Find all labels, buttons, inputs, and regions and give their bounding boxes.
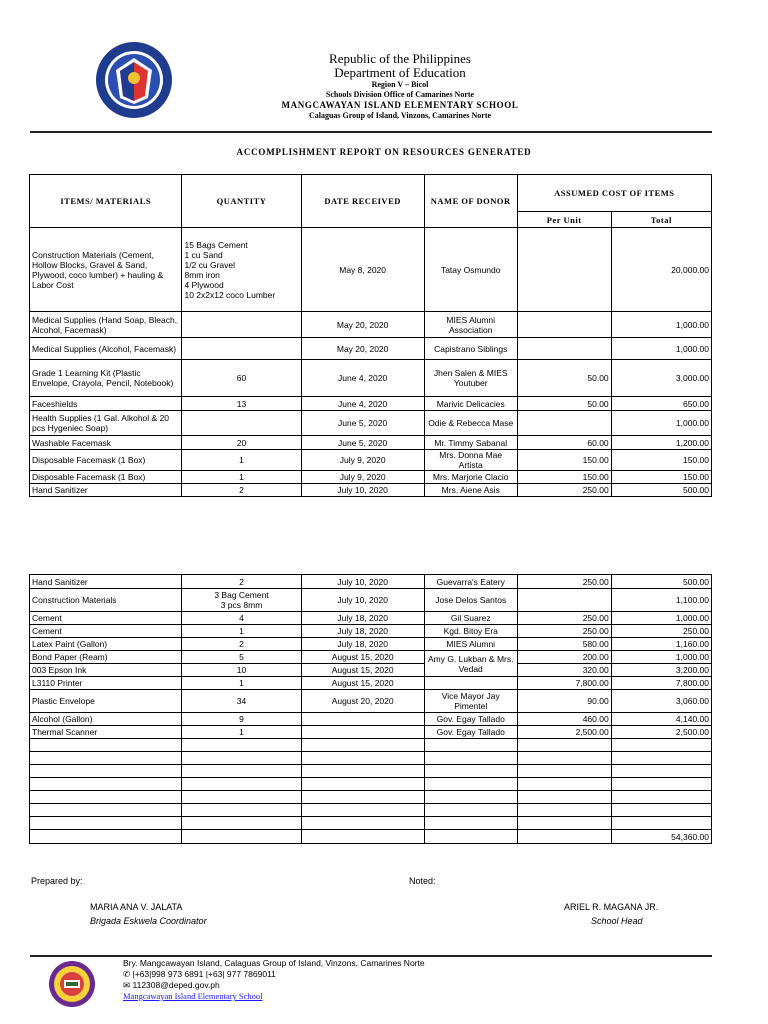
- footer-email-row: [123, 980, 425, 991]
- empty-cell: [424, 817, 517, 830]
- total-cell: 4,140.00: [611, 713, 711, 726]
- preparer-name: MARIA ANA V. JALATA: [90, 902, 183, 912]
- quantity-cell: 1: [182, 726, 301, 739]
- date-cell: July 10, 2020: [301, 589, 424, 612]
- per-unit-cell: 250.00: [517, 612, 611, 625]
- item-cell: Grade 1 Learning Kit (Plastic Envelope, Crayola, Pencil, Notebook): [30, 360, 182, 397]
- header-region: Region V – Bicol: [371, 80, 429, 89]
- resources-table-1: [29, 174, 712, 497]
- empty-cell: [611, 791, 711, 804]
- empty-cell: [424, 791, 517, 804]
- per-unit-cell: 460.00: [517, 713, 611, 726]
- item-cell: 003 Epson Ink: [30, 664, 182, 677]
- resources-table-2: [29, 574, 712, 844]
- item-cell: L3110 Printer: [30, 677, 182, 690]
- item-cell: Disposable Facemask (1 Box): [30, 471, 182, 484]
- per-unit-cell: 250.00: [517, 625, 611, 638]
- empty-cell: [182, 765, 301, 778]
- total-cell: 1,000.00: [611, 612, 711, 625]
- report-title: ACCOMPLISHMENT REPORT ON RESOURCES GENERATED: [236, 147, 532, 157]
- total-cell: 250.00: [611, 625, 711, 638]
- empty-cell: [611, 778, 711, 791]
- quantity-cell: 60: [182, 360, 301, 397]
- quantity-cell: 15 Bags Cement 1 cu Sand 1/2 cu Gravel 8mm iron 4 Plywood 10 2x2x12 coco Lumber: [182, 228, 301, 312]
- donor-cell: Mrs. Aiene Asis: [424, 484, 517, 497]
- empty-cell: [517, 765, 611, 778]
- donor-cell: Gov. Egay Tallado: [424, 713, 517, 726]
- col-per-unit: Per Unit: [517, 212, 611, 228]
- donor-cell: Capistrano Siblings: [424, 338, 517, 360]
- quantity-cell: 2: [182, 484, 301, 497]
- table-row: [30, 471, 712, 484]
- quantity-cell: 1: [182, 450, 301, 471]
- empty-cell: [182, 817, 301, 830]
- per-unit-cell: [517, 228, 611, 312]
- table-row: [30, 664, 712, 677]
- empty-cell: [517, 830, 611, 844]
- quantity-cell: 34: [182, 690, 301, 713]
- date-cell: May 20, 2020: [301, 312, 424, 338]
- table-row: [30, 450, 712, 471]
- per-unit-cell: [517, 338, 611, 360]
- empty-cell: [30, 765, 182, 778]
- per-unit-cell: 150.00: [517, 450, 611, 471]
- col-total: Total: [611, 212, 711, 228]
- total-cell: 150.00: [611, 471, 711, 484]
- quantity-cell: 1: [182, 677, 301, 690]
- item-cell: Faceshields: [30, 397, 182, 411]
- footer-divider: [30, 955, 712, 957]
- preparer-role: Brigada Eskwela Coordinator: [90, 916, 207, 926]
- table-row: [30, 589, 712, 612]
- donor-cell: Mrs. Donna Mae Artista: [424, 450, 517, 471]
- quantity-cell: [182, 312, 301, 338]
- total-cell: 150.00: [611, 450, 711, 471]
- header-republic: Republic of the Philippines: [329, 51, 471, 66]
- empty-cell: [30, 752, 182, 765]
- total-cell: 1,000.00: [611, 338, 711, 360]
- empty-cell: [424, 765, 517, 778]
- donor-cell: Gov. Egay Tallado: [424, 726, 517, 739]
- date-cell: August 15, 2020: [301, 664, 424, 677]
- empty-cell: [517, 791, 611, 804]
- table-row: [30, 726, 712, 739]
- quantity-cell: 4: [182, 612, 301, 625]
- empty-row: [30, 778, 712, 791]
- table-row: [30, 411, 712, 436]
- empty-cell: [611, 817, 711, 830]
- date-cell: May 20, 2020: [301, 338, 424, 360]
- table-row: [30, 360, 712, 397]
- table-row: [30, 690, 712, 713]
- donor-cell: Mr. Timmy Sabanal: [424, 436, 517, 450]
- total-cell: 20,000.00: [611, 228, 711, 312]
- grand-total-row: [30, 830, 712, 844]
- table-row: [30, 338, 712, 360]
- header-school: MANGCAWAYAN ISLAND ELEMENTARY SCHOOL: [281, 100, 519, 110]
- donor-cell: Jose Delos Santos: [424, 589, 517, 612]
- per-unit-cell: 90.00: [517, 690, 611, 713]
- item-cell: Medical Supplies (Hand Soap, Bleach, Alcohol, Facemask): [30, 312, 182, 338]
- quantity-cell: 9: [182, 713, 301, 726]
- total-cell: 1,200.00: [611, 436, 711, 450]
- head-role: School Head: [591, 916, 643, 926]
- item-cell: Medical Supplies (Alcohol, Facemask): [30, 338, 182, 360]
- empty-cell: [30, 804, 182, 817]
- empty-cell: [30, 830, 182, 844]
- item-cell: Bond Paper (Ream): [30, 651, 182, 664]
- total-cell: 3,000.00: [611, 360, 711, 397]
- total-cell: 3,060.00: [611, 690, 711, 713]
- empty-cell: [30, 739, 182, 752]
- empty-cell: [424, 739, 517, 752]
- empty-cell: [182, 830, 301, 844]
- item-cell: Plastic Envelope: [30, 690, 182, 713]
- donor-cell: Tatay Osmundo: [424, 228, 517, 312]
- footer-email[interactable]: 112308@deped.gov.ph: [132, 980, 220, 990]
- date-cell: July 9, 2020: [301, 471, 424, 484]
- per-unit-cell: 580.00: [517, 638, 611, 651]
- empty-cell: [182, 739, 301, 752]
- per-unit-cell: [517, 589, 611, 612]
- date-cell: June 5, 2020: [301, 436, 424, 450]
- empty-row: [30, 817, 712, 830]
- date-cell: June 5, 2020: [301, 411, 424, 436]
- donor-cell: Amy G. Lukban & Mrs. Vedad: [424, 651, 517, 677]
- empty-cell: [301, 791, 424, 804]
- table-row: [30, 312, 712, 338]
- school-logo: [48, 960, 96, 1008]
- item-cell: Hand Sanitizer: [30, 575, 182, 589]
- empty-cell: [301, 804, 424, 817]
- per-unit-cell: 150.00: [517, 471, 611, 484]
- total-cell: 500.00: [611, 484, 711, 497]
- grand-total-cell: 54,360.00: [611, 830, 711, 844]
- empty-cell: [30, 791, 182, 804]
- header-department: Department of Education: [334, 65, 466, 80]
- empty-cell: [424, 752, 517, 765]
- empty-row: [30, 765, 712, 778]
- empty-cell: [611, 765, 711, 778]
- donor-cell: MIES Alumni Association: [424, 312, 517, 338]
- item-cell: Cement: [30, 625, 182, 638]
- item-cell: Thermal Scanner: [30, 726, 182, 739]
- quantity-cell: 3 Bag Cement 3 pcs 8mm: [182, 589, 301, 612]
- per-unit-cell: 200.00: [517, 651, 611, 664]
- empty-row: [30, 739, 712, 752]
- col-donor: NAME OF DONOR: [424, 175, 517, 228]
- empty-cell: [517, 817, 611, 830]
- footer-phone: |+63|998 973 6891 |+63| 977 7869011: [132, 969, 276, 979]
- empty-cell: [517, 778, 611, 791]
- donor-cell: Gil Suarez: [424, 612, 517, 625]
- date-cell: August 15, 2020: [301, 651, 424, 664]
- total-cell: 7,800.00: [611, 677, 711, 690]
- donor-cell: [424, 677, 517, 690]
- item-cell: Latex Paint (Gallon): [30, 638, 182, 651]
- item-cell: Construction Materials: [30, 589, 182, 612]
- donor-cell: Marivic Delicacies: [424, 397, 517, 411]
- quantity-cell: 5: [182, 651, 301, 664]
- per-unit-cell: 50.00: [517, 397, 611, 411]
- footer-phone-row: [123, 969, 425, 980]
- table-row: [30, 397, 712, 411]
- date-cell: July 18, 2020: [301, 625, 424, 638]
- donor-cell: Kgd. Bitoy Era: [424, 625, 517, 638]
- school-link[interactable]: Mangcawayan Island Elementary School: [123, 991, 263, 1001]
- empty-cell: [301, 752, 424, 765]
- item-cell: Health Supplies (1 Gal. Alkohol & 20 pcs Hygeniec Soap): [30, 411, 182, 436]
- empty-cell: [30, 778, 182, 791]
- empty-cell: [517, 739, 611, 752]
- quantity-cell: [182, 411, 301, 436]
- empty-row: [30, 752, 712, 765]
- per-unit-cell: 60.00: [517, 436, 611, 450]
- date-cell: July 18, 2020: [301, 612, 424, 625]
- quantity-cell: 2: [182, 638, 301, 651]
- col-assumed-cost: ASSUMED COST OF ITEMS: [517, 175, 711, 212]
- table-row: [30, 677, 712, 690]
- total-cell: 650.00: [611, 397, 711, 411]
- empty-cell: [30, 817, 182, 830]
- per-unit-cell: 250.00: [517, 575, 611, 589]
- empty-cell: [424, 830, 517, 844]
- empty-cell: [517, 752, 611, 765]
- total-cell: 1,000.00: [611, 411, 711, 436]
- date-cell: May 8, 2020: [301, 228, 424, 312]
- empty-cell: [517, 804, 611, 817]
- empty-cell: [301, 817, 424, 830]
- quantity-cell: 20: [182, 436, 301, 450]
- date-cell: [301, 726, 424, 739]
- per-unit-cell: 250.00: [517, 484, 611, 497]
- prepared-by-label: Prepared by:: [31, 876, 83, 886]
- date-cell: July 10, 2020: [301, 575, 424, 589]
- empty-cell: [301, 765, 424, 778]
- item-cell: Construction Materials (Cement, Hollow Blocks, Gravel & Sand, Plywood, coco lumber) + hauling & Labor Cost: [30, 228, 182, 312]
- donor-cell: Vice Mayor Jay Pimentel: [424, 690, 517, 713]
- total-cell: 1,160.00: [611, 638, 711, 651]
- table-row: [30, 638, 712, 651]
- total-cell: 1,000.00: [611, 651, 711, 664]
- date-cell: [301, 713, 424, 726]
- table-row: [30, 575, 712, 589]
- col-items: ITEMS/ MATERIALS: [30, 175, 182, 228]
- noted-label: Noted:: [409, 876, 436, 886]
- empty-cell: [182, 791, 301, 804]
- phone-icon: ✆: [123, 969, 131, 979]
- empty-cell: [611, 739, 711, 752]
- donor-cell: MIES Alumni: [424, 638, 517, 651]
- total-cell: 3,200.00: [611, 664, 711, 677]
- table-row: [30, 484, 712, 497]
- empty-cell: [611, 752, 711, 765]
- item-cell: Washable Facemask: [30, 436, 182, 450]
- empty-cell: [301, 739, 424, 752]
- empty-cell: [182, 778, 301, 791]
- table-row: [30, 651, 712, 664]
- item-cell: Alcohol (Gallon): [30, 713, 182, 726]
- per-unit-cell: 2,500.00: [517, 726, 611, 739]
- table-row: [30, 228, 712, 312]
- per-unit-cell: 320.00: [517, 664, 611, 677]
- header-address: Calaguas Group of Island, Vinzons, Camarines Norte: [308, 111, 492, 120]
- date-cell: July 18, 2020: [301, 638, 424, 651]
- item-cell: Disposable Facemask (1 Box): [30, 450, 182, 471]
- col-date: DATE RECEIVED: [301, 175, 424, 228]
- header-divider: [30, 131, 712, 133]
- col-quantity: QUANTITY: [182, 175, 301, 228]
- deped-seal-logo: [94, 40, 174, 120]
- head-name: ARIEL R. MAGANA JR.: [564, 902, 659, 912]
- quantity-cell: 2: [182, 575, 301, 589]
- empty-cell: [301, 830, 424, 844]
- quantity-cell: 1: [182, 625, 301, 638]
- date-cell: August 20, 2020: [301, 690, 424, 713]
- table-row: [30, 713, 712, 726]
- total-cell: 2,500.00: [611, 726, 711, 739]
- date-cell: July 9, 2020: [301, 450, 424, 471]
- empty-cell: [424, 804, 517, 817]
- date-cell: June 4, 2020: [301, 397, 424, 411]
- date-cell: August 15, 2020: [301, 677, 424, 690]
- header-division: Schools Division Office of Camarines Norte: [325, 90, 475, 99]
- donor-cell: Guevarra's Eatery: [424, 575, 517, 589]
- quantity-cell: 1: [182, 471, 301, 484]
- empty-cell: [301, 778, 424, 791]
- email-icon: ✉: [123, 980, 131, 990]
- item-cell: Cement: [30, 612, 182, 625]
- empty-cell: [182, 804, 301, 817]
- date-cell: June 4, 2020: [301, 360, 424, 397]
- quantity-cell: 10: [182, 664, 301, 677]
- footer-contact: [123, 958, 425, 1002]
- table-row: [30, 612, 712, 625]
- total-cell: 1,000.00: [611, 312, 711, 338]
- donor-cell: Mrs. Marjorie Clacio: [424, 471, 517, 484]
- date-cell: July 10, 2020: [301, 484, 424, 497]
- table-row: [30, 436, 712, 450]
- quantity-cell: 13: [182, 397, 301, 411]
- empty-cell: [611, 804, 711, 817]
- empty-row: [30, 791, 712, 804]
- total-cell: 500.00: [611, 575, 711, 589]
- per-unit-cell: [517, 411, 611, 436]
- total-cell: 1,100.00: [611, 589, 711, 612]
- donor-cell: Jhen Salen & MIES Youtuber: [424, 360, 517, 397]
- per-unit-cell: [517, 312, 611, 338]
- empty-cell: [182, 752, 301, 765]
- quantity-cell: [182, 338, 301, 360]
- empty-cell: [424, 778, 517, 791]
- item-cell: Hand Sanitizer: [30, 484, 182, 497]
- donor-cell: Odie & Rebecca Mase: [424, 411, 517, 436]
- per-unit-cell: 50.00: [517, 360, 611, 397]
- empty-row: [30, 804, 712, 817]
- table-row: [30, 625, 712, 638]
- footer-address: Bry. Mangcawayan Island, Calaguas Group of Island, Vinzons, Camarines Norte: [123, 958, 425, 968]
- per-unit-cell: 7,800.00: [517, 677, 611, 690]
